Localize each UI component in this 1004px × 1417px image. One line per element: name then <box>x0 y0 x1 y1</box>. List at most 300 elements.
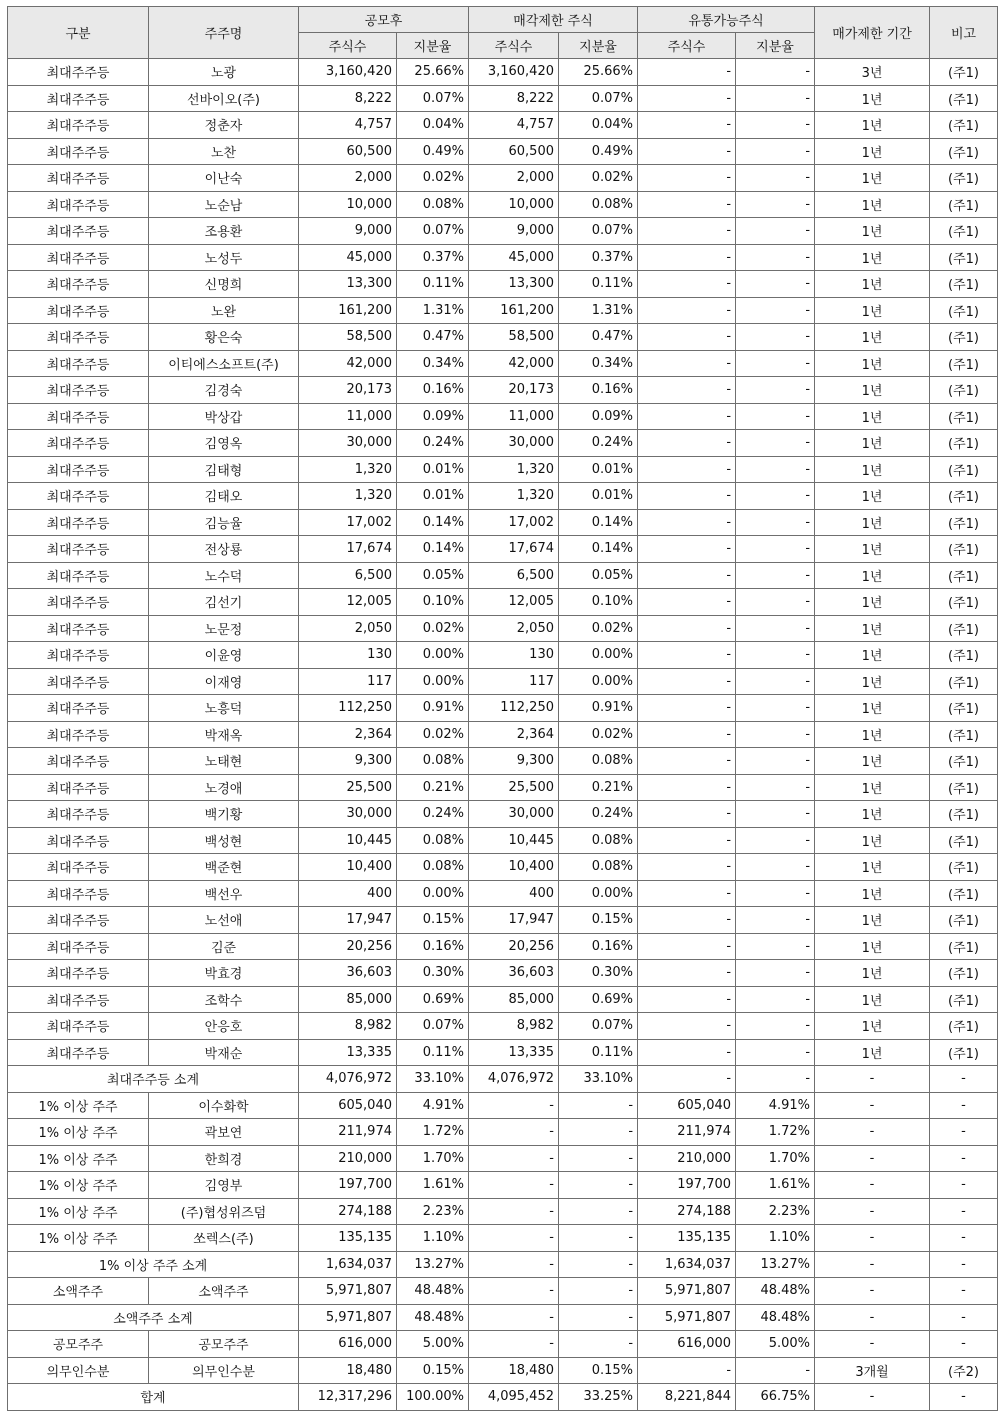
shareholder-name-cell: 김영부 <box>149 1172 299 1199</box>
table-row <box>8 933 998 960</box>
shares-cell: 60,500 <box>299 138 397 165</box>
restriction-period-cell: 1년 <box>815 907 930 934</box>
tradable-ratio-cell: - <box>736 880 815 907</box>
restricted-shares-cell: 2,000 <box>469 165 559 192</box>
remarks-cell: - <box>930 1092 998 1119</box>
header-ratio: 지분율 <box>736 33 815 59</box>
category-cell: 최대주주등 <box>8 191 149 218</box>
ratio-cell: 0.49% <box>397 138 469 165</box>
tradable-shares-cell: - <box>638 483 736 510</box>
remarks-cell: (주1) <box>930 509 998 536</box>
tradable-ratio-cell: - <box>736 642 815 669</box>
tradable-ratio-cell: 1.70% <box>736 1145 815 1172</box>
subtotal-row <box>8 1384 998 1411</box>
remarks-cell: - <box>930 1119 998 1146</box>
shares-cell: 400 <box>299 880 397 907</box>
shares-cell: 13,335 <box>299 1039 397 1066</box>
shareholder-name-cell: 노수덕 <box>149 562 299 589</box>
table-row <box>8 1013 998 1040</box>
remarks-cell: (주1) <box>930 960 998 987</box>
subtotal-label-cell: 합계 <box>8 1384 299 1411</box>
restricted-ratio-cell: - <box>559 1119 638 1146</box>
table-row <box>8 138 998 165</box>
restriction-period-cell: 1년 <box>815 456 930 483</box>
category-cell: 최대주주등 <box>8 138 149 165</box>
category-cell: 최대주주등 <box>8 165 149 192</box>
tradable-ratio-cell: - <box>736 85 815 112</box>
remarks-cell: (주1) <box>930 483 998 510</box>
remarks-cell: (주1) <box>930 748 998 775</box>
restricted-shares-cell: 25,500 <box>469 774 559 801</box>
shares-cell: 10,000 <box>299 191 397 218</box>
category-cell: 의무인수분 <box>8 1357 149 1384</box>
shareholder-name-cell: 의무인수분 <box>149 1357 299 1384</box>
restricted-ratio-cell: - <box>559 1092 638 1119</box>
tradable-shares-cell: - <box>638 562 736 589</box>
restriction-period-cell: 1년 <box>815 244 930 271</box>
remarks-cell: (주1) <box>930 562 998 589</box>
restricted-shares-cell: - <box>469 1331 559 1358</box>
restricted-ratio-cell: 0.02% <box>559 721 638 748</box>
ratio-cell: 0.16% <box>397 377 469 404</box>
tradable-ratio-cell: - <box>736 801 815 828</box>
restricted-ratio-cell: 0.01% <box>559 456 638 483</box>
restricted-ratio-cell: 0.21% <box>559 774 638 801</box>
restriction-period-cell: 1년 <box>815 801 930 828</box>
tradable-ratio-cell: 13.27% <box>736 1251 815 1278</box>
tradable-shares-cell: - <box>638 138 736 165</box>
ratio-cell: 0.30% <box>397 960 469 987</box>
shares-cell: 2,364 <box>299 721 397 748</box>
shares-cell: 20,256 <box>299 933 397 960</box>
tradable-shares-cell: 1,634,037 <box>638 1251 736 1278</box>
remarks-cell: (주1) <box>930 112 998 139</box>
tradable-ratio-cell: 66.75% <box>736 1384 815 1411</box>
category-cell: 최대주주등 <box>8 350 149 377</box>
tradable-ratio-cell: 1.61% <box>736 1172 815 1199</box>
shareholder-name-cell: 황은숙 <box>149 324 299 351</box>
restricted-shares-cell: 85,000 <box>469 986 559 1013</box>
tradable-ratio-cell: - <box>736 218 815 245</box>
restricted-shares-cell: 1,320 <box>469 456 559 483</box>
restricted-ratio-cell: 0.10% <box>559 589 638 616</box>
ratio-cell: 0.00% <box>397 880 469 907</box>
shares-cell: 130 <box>299 642 397 669</box>
restriction-period-cell: 1년 <box>815 536 930 563</box>
category-cell: 최대주주등 <box>8 589 149 616</box>
shareholder-lockup-table <box>7 6 998 1411</box>
restricted-shares-cell: 13,300 <box>469 271 559 298</box>
table-row <box>8 695 998 722</box>
restriction-period-cell: 1년 <box>815 1039 930 1066</box>
tradable-shares-cell: - <box>638 721 736 748</box>
restricted-shares-cell: 20,173 <box>469 377 559 404</box>
table-row <box>8 748 998 775</box>
ratio-cell: 0.37% <box>397 244 469 271</box>
shares-cell: 1,320 <box>299 483 397 510</box>
remarks-cell: (주1) <box>930 642 998 669</box>
tradable-ratio-cell: - <box>736 668 815 695</box>
restricted-ratio-cell: 0.00% <box>559 642 638 669</box>
shareholder-name-cell: 백성현 <box>149 827 299 854</box>
shares-cell: 210,000 <box>299 1145 397 1172</box>
shareholder-name-cell: 김능율 <box>149 509 299 536</box>
restricted-shares-cell: 36,603 <box>469 960 559 987</box>
category-cell: 1% 이상 주주 <box>8 1092 149 1119</box>
restriction-period-cell: - <box>815 1066 930 1093</box>
table-row <box>8 589 998 616</box>
restricted-ratio-cell: 0.37% <box>559 244 638 271</box>
restriction-period-cell: - <box>815 1225 930 1252</box>
restriction-period-cell: 3년 <box>815 59 930 86</box>
subtotal-row <box>8 1066 998 1093</box>
category-cell: 1% 이상 주주 <box>8 1172 149 1199</box>
restricted-shares-cell: 400 <box>469 880 559 907</box>
restricted-shares-cell: 8,982 <box>469 1013 559 1040</box>
restricted-shares-cell: 10,400 <box>469 854 559 881</box>
restriction-period-cell: 1년 <box>815 85 930 112</box>
shares-cell: 1,634,037 <box>299 1251 397 1278</box>
category-cell: 최대주주등 <box>8 297 149 324</box>
table-row <box>8 615 998 642</box>
tradable-shares-cell: - <box>638 615 736 642</box>
restricted-shares-cell: 10,445 <box>469 827 559 854</box>
tradable-shares-cell: - <box>638 642 736 669</box>
category-cell: 최대주주등 <box>8 403 149 430</box>
remarks-cell: (주1) <box>930 801 998 828</box>
tradable-shares-cell: - <box>638 350 736 377</box>
remarks-cell: (주1) <box>930 85 998 112</box>
shares-cell: 11,000 <box>299 403 397 430</box>
tradable-shares-cell: - <box>638 59 736 86</box>
remarks-cell: (주1) <box>930 589 998 616</box>
restricted-ratio-cell: 1.31% <box>559 297 638 324</box>
remarks-cell: (주1) <box>930 456 998 483</box>
ratio-cell: 33.10% <box>397 1066 469 1093</box>
ratio-cell: 4.91% <box>397 1092 469 1119</box>
tradable-shares-cell: - <box>638 1013 736 1040</box>
restricted-ratio-cell: 0.11% <box>559 1039 638 1066</box>
restricted-shares-cell: 2,050 <box>469 615 559 642</box>
ratio-cell: 0.14% <box>397 509 469 536</box>
shares-cell: 2,050 <box>299 615 397 642</box>
restricted-ratio-cell: 33.10% <box>559 1066 638 1093</box>
category-cell: 최대주주등 <box>8 59 149 86</box>
table-row <box>8 59 998 86</box>
restricted-ratio-cell: - <box>559 1145 638 1172</box>
restricted-ratio-cell: 0.04% <box>559 112 638 139</box>
tradable-shares-cell: - <box>638 324 736 351</box>
remarks-cell: - <box>930 1251 998 1278</box>
tradable-ratio-cell: - <box>736 191 815 218</box>
remarks-cell: (주1) <box>930 721 998 748</box>
table-row <box>8 1331 998 1358</box>
ratio-cell: 25.66% <box>397 59 469 86</box>
shares-cell: 8,222 <box>299 85 397 112</box>
restriction-period-cell: 1년 <box>815 271 930 298</box>
restriction-period-cell: 1년 <box>815 668 930 695</box>
restriction-period-cell: 1년 <box>815 377 930 404</box>
remarks-cell: (주1) <box>930 933 998 960</box>
shareholder-name-cell: 백선우 <box>149 880 299 907</box>
remarks-cell: (주1) <box>930 350 998 377</box>
category-cell: 최대주주등 <box>8 748 149 775</box>
shares-cell: 161,200 <box>299 297 397 324</box>
remarks-cell: (주1) <box>930 854 998 881</box>
restriction-period-cell: 1년 <box>815 827 930 854</box>
shareholder-name-cell: 노문정 <box>149 615 299 642</box>
category-cell: 최대주주등 <box>8 244 149 271</box>
tradable-shares-cell: - <box>638 218 736 245</box>
restricted-shares-cell: - <box>469 1119 559 1146</box>
restriction-period-cell: - <box>815 1145 930 1172</box>
header-shares: 주식수 <box>299 33 397 59</box>
table-header <box>8 7 998 59</box>
shareholder-name-cell: 김경숙 <box>149 377 299 404</box>
shares-cell: 20,173 <box>299 377 397 404</box>
tradable-ratio-cell: - <box>736 1039 815 1066</box>
remarks-cell: - <box>930 1145 998 1172</box>
table-row <box>8 642 998 669</box>
tradable-shares-cell: - <box>638 827 736 854</box>
tradable-shares-cell: - <box>638 403 736 430</box>
tradable-ratio-cell: 48.48% <box>736 1304 815 1331</box>
restriction-period-cell: - <box>815 1172 930 1199</box>
category-cell: 최대주주등 <box>8 774 149 801</box>
restricted-shares-cell: 42,000 <box>469 350 559 377</box>
ratio-cell: 48.48% <box>397 1304 469 1331</box>
shares-cell: 12,317,296 <box>299 1384 397 1411</box>
restricted-shares-cell: 9,000 <box>469 218 559 245</box>
ratio-cell: 100.00% <box>397 1384 469 1411</box>
remarks-cell: (주1) <box>930 271 998 298</box>
tradable-ratio-cell: - <box>736 165 815 192</box>
tradable-shares-cell: - <box>638 748 736 775</box>
remarks-cell: (주1) <box>930 774 998 801</box>
header-remarks: 비고 <box>930 7 998 59</box>
ratio-cell: 0.21% <box>397 774 469 801</box>
table-row <box>8 801 998 828</box>
table-row <box>8 165 998 192</box>
tradable-ratio-cell: - <box>736 1357 815 1384</box>
restricted-shares-cell: - <box>469 1251 559 1278</box>
remarks-cell: (주1) <box>930 695 998 722</box>
table-row <box>8 1119 998 1146</box>
ratio-cell: 0.05% <box>397 562 469 589</box>
tradable-ratio-cell: - <box>736 59 815 86</box>
table-row <box>8 536 998 563</box>
table-row <box>8 297 998 324</box>
shareholder-name-cell: 조학수 <box>149 986 299 1013</box>
remarks-cell: (주1) <box>930 191 998 218</box>
shares-cell: 117 <box>299 668 397 695</box>
shares-cell: 8,982 <box>299 1013 397 1040</box>
category-cell: 최대주주등 <box>8 536 149 563</box>
table-row <box>8 377 998 404</box>
table-row <box>8 827 998 854</box>
ratio-cell: 0.24% <box>397 430 469 457</box>
category-cell: 최대주주등 <box>8 509 149 536</box>
restriction-period-cell: 1년 <box>815 854 930 881</box>
category-cell: 최대주주등 <box>8 85 149 112</box>
tradable-shares-cell: - <box>638 854 736 881</box>
tradable-ratio-cell: - <box>736 960 815 987</box>
remarks-cell: - <box>930 1225 998 1252</box>
category-cell: 최대주주등 <box>8 271 149 298</box>
shareholder-name-cell: 노경애 <box>149 774 299 801</box>
header-ratio: 지분율 <box>397 33 469 59</box>
remarks-cell: (주1) <box>930 668 998 695</box>
restricted-ratio-cell: - <box>559 1331 638 1358</box>
shares-cell: 135,135 <box>299 1225 397 1252</box>
table-row <box>8 1039 998 1066</box>
table-row <box>8 403 998 430</box>
shareholder-name-cell: 이티에스소프트(주) <box>149 350 299 377</box>
ratio-cell: 0.01% <box>397 456 469 483</box>
tradable-ratio-cell: - <box>736 536 815 563</box>
shareholder-name-cell: 이수화학 <box>149 1092 299 1119</box>
header-after-ipo: 공모후 <box>299 7 469 33</box>
table-row <box>8 85 998 112</box>
restriction-period-cell: 1년 <box>815 774 930 801</box>
shares-cell: 12,005 <box>299 589 397 616</box>
restriction-period-cell: 1년 <box>815 960 930 987</box>
shareholder-name-cell: 소액주주 <box>149 1278 299 1305</box>
shares-cell: 1,320 <box>299 456 397 483</box>
category-cell: 소액주주 <box>8 1278 149 1305</box>
table-row <box>8 721 998 748</box>
shares-cell: 605,040 <box>299 1092 397 1119</box>
ratio-cell: 0.02% <box>397 165 469 192</box>
tradable-shares-cell: - <box>638 430 736 457</box>
restricted-shares-cell: - <box>469 1304 559 1331</box>
ratio-cell: 0.02% <box>397 615 469 642</box>
category-cell: 최대주주등 <box>8 324 149 351</box>
ratio-cell: 0.04% <box>397 112 469 139</box>
restricted-ratio-cell: 0.00% <box>559 668 638 695</box>
header-category: 구분 <box>8 7 149 59</box>
restricted-shares-cell: 130 <box>469 642 559 669</box>
tradable-ratio-cell: - <box>736 1066 815 1093</box>
restricted-ratio-cell: 0.47% <box>559 324 638 351</box>
restricted-ratio-cell: 0.24% <box>559 430 638 457</box>
shareholder-name-cell: (주)협성위즈덤 <box>149 1198 299 1225</box>
restricted-ratio-cell: 0.14% <box>559 509 638 536</box>
shareholder-name-cell: 노찬 <box>149 138 299 165</box>
category-cell: 1% 이상 주주 <box>8 1145 149 1172</box>
tradable-ratio-cell: - <box>736 324 815 351</box>
category-cell: 최대주주등 <box>8 377 149 404</box>
table-row <box>8 1357 998 1384</box>
shares-cell: 6,500 <box>299 562 397 589</box>
shareholder-name-cell: 한희경 <box>149 1145 299 1172</box>
tradable-shares-cell: - <box>638 801 736 828</box>
shareholder-name-cell: 정춘자 <box>149 112 299 139</box>
category-cell: 최대주주등 <box>8 854 149 881</box>
table-row <box>8 1225 998 1252</box>
shares-cell: 5,971,807 <box>299 1278 397 1305</box>
tradable-ratio-cell: - <box>736 483 815 510</box>
restriction-period-cell: - <box>815 1331 930 1358</box>
table-row <box>8 218 998 245</box>
tradable-shares-cell: - <box>638 85 736 112</box>
restriction-period-cell: 1년 <box>815 986 930 1013</box>
table-row <box>8 191 998 218</box>
table-row <box>8 1278 998 1305</box>
restricted-shares-cell: 13,335 <box>469 1039 559 1066</box>
subtotal-row <box>8 1304 998 1331</box>
restricted-shares-cell: - <box>469 1092 559 1119</box>
restricted-ratio-cell: 0.07% <box>559 1013 638 1040</box>
restricted-shares-cell: 4,095,452 <box>469 1384 559 1411</box>
remarks-cell: (주1) <box>930 165 998 192</box>
tradable-shares-cell: 605,040 <box>638 1092 736 1119</box>
ratio-cell: 0.11% <box>397 1039 469 1066</box>
restricted-shares-cell: 161,200 <box>469 297 559 324</box>
tradable-shares-cell: - <box>638 509 736 536</box>
restricted-ratio-cell: 25.66% <box>559 59 638 86</box>
restricted-ratio-cell: 0.14% <box>559 536 638 563</box>
category-cell: 최대주주등 <box>8 933 149 960</box>
ratio-cell: 0.47% <box>397 324 469 351</box>
restriction-period-cell: 1년 <box>815 112 930 139</box>
restricted-shares-cell: 17,947 <box>469 907 559 934</box>
shareholder-name-cell: 김선기 <box>149 589 299 616</box>
restricted-ratio-cell: 0.16% <box>559 377 638 404</box>
shares-cell: 58,500 <box>299 324 397 351</box>
tradable-shares-cell: - <box>638 1039 736 1066</box>
category-cell: 최대주주등 <box>8 218 149 245</box>
category-cell: 최대주주등 <box>8 483 149 510</box>
restricted-ratio-cell: 0.08% <box>559 854 638 881</box>
shareholder-name-cell: 쏘렉스(주) <box>149 1225 299 1252</box>
restriction-period-cell: - <box>815 1198 930 1225</box>
shareholder-name-cell: 이재영 <box>149 668 299 695</box>
tradable-ratio-cell: - <box>736 297 815 324</box>
ratio-cell: 0.24% <box>397 801 469 828</box>
restricted-shares-cell: 17,674 <box>469 536 559 563</box>
table-row <box>8 668 998 695</box>
remarks-cell: (주1) <box>930 1013 998 1040</box>
remarks-cell: - <box>930 1066 998 1093</box>
restricted-ratio-cell: 0.16% <box>559 933 638 960</box>
tradable-ratio-cell: - <box>736 562 815 589</box>
restricted-ratio-cell: 0.02% <box>559 165 638 192</box>
shareholder-name-cell: 박효경 <box>149 960 299 987</box>
tradable-shares-cell: - <box>638 668 736 695</box>
remarks-cell: (주1) <box>930 1039 998 1066</box>
tradable-shares-cell: - <box>638 271 736 298</box>
restricted-shares-cell: 8,222 <box>469 85 559 112</box>
header-shares: 주식수 <box>638 33 736 59</box>
restriction-period-cell: 1년 <box>815 138 930 165</box>
shareholder-name-cell: 전상룡 <box>149 536 299 563</box>
restricted-shares-cell: 112,250 <box>469 695 559 722</box>
restriction-period-cell: 1년 <box>815 615 930 642</box>
shares-cell: 274,188 <box>299 1198 397 1225</box>
category-cell: 최대주주등 <box>8 430 149 457</box>
restricted-shares-cell: 9,300 <box>469 748 559 775</box>
table-body <box>8 59 998 1411</box>
shareholder-name-cell: 박재순 <box>149 1039 299 1066</box>
table-row <box>8 1145 998 1172</box>
restricted-ratio-cell: 0.08% <box>559 191 638 218</box>
table-row <box>8 112 998 139</box>
shares-cell: 17,947 <box>299 907 397 934</box>
restriction-period-cell: 1년 <box>815 483 930 510</box>
tradable-shares-cell: - <box>638 1066 736 1093</box>
shareholder-name-cell: 노흥덕 <box>149 695 299 722</box>
